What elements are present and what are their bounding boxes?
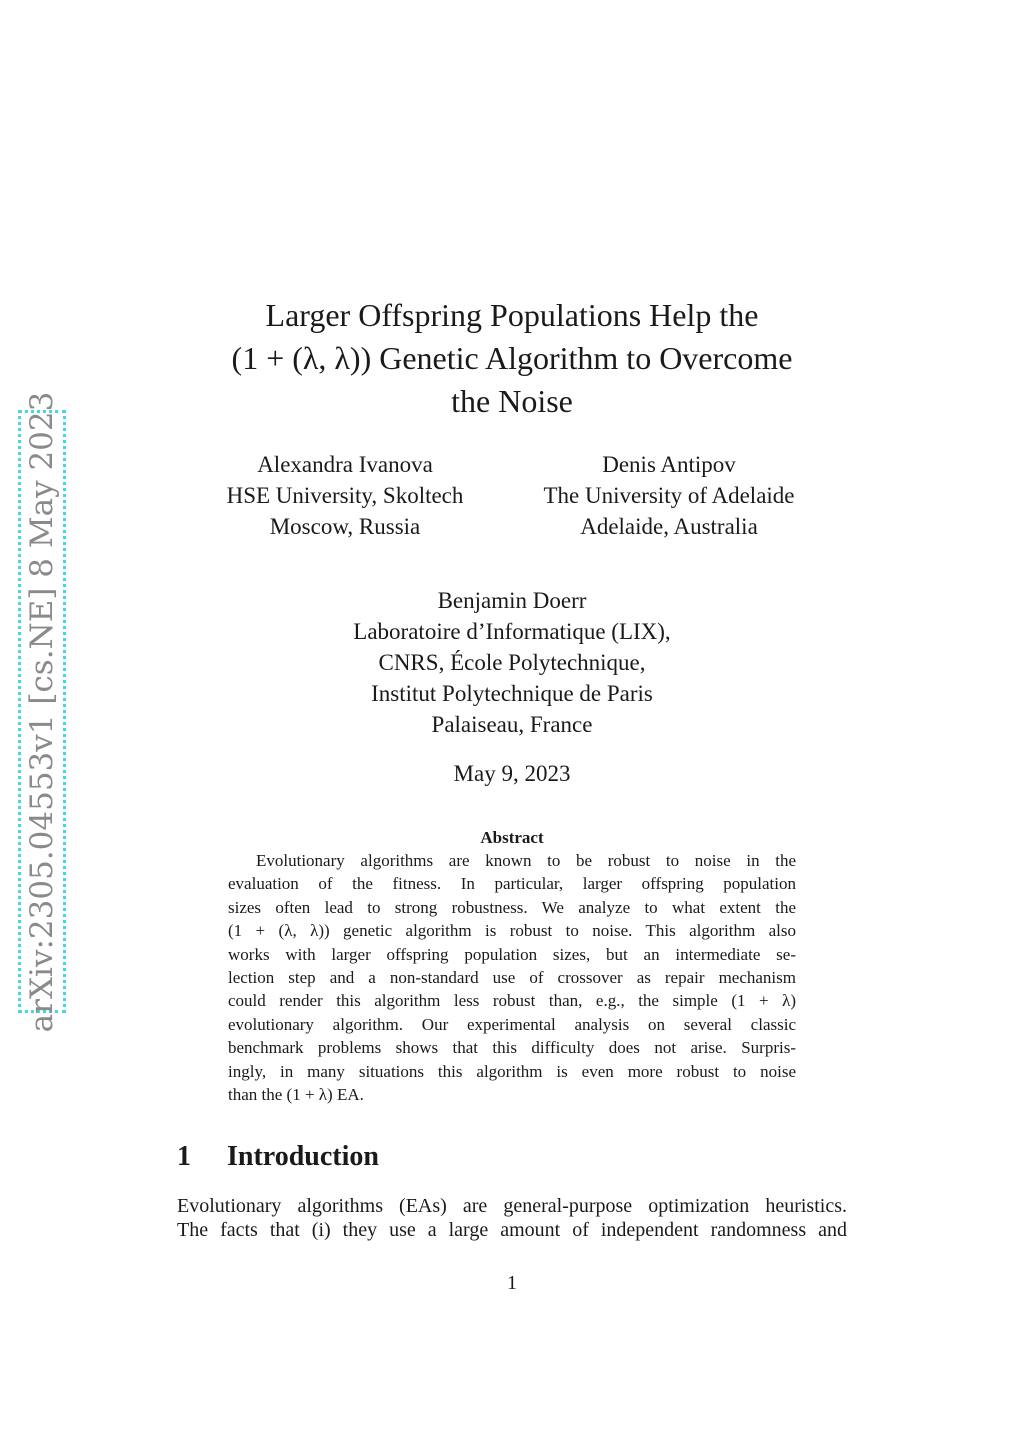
page-number: 1 bbox=[507, 1272, 517, 1294]
abstract-line: sizes often lead to strong robustness. We analyze to what extent the bbox=[228, 897, 796, 917]
abstract-line: works with larger offspring population sizes, but an intermediate se- bbox=[228, 944, 796, 964]
abstract-heading: Abstract bbox=[480, 828, 544, 847]
author-name: Benjamin Doerr bbox=[437, 588, 587, 613]
title-line: Larger Offspring Populations Help the bbox=[265, 297, 759, 333]
author-antipov bbox=[510, 449, 828, 542]
author-affiliation: HSE University, Skoltech bbox=[226, 483, 464, 508]
abstract-line: than the (1 + λ) EA. bbox=[228, 1085, 364, 1105]
author-doerr bbox=[262, 585, 762, 740]
section-heading bbox=[177, 1140, 379, 1174]
introduction-paragraph bbox=[177, 1194, 847, 1242]
abstract-line: could render this algorithm less robust than, e.g., the simple (1 + λ) bbox=[228, 991, 796, 1011]
abstract-line: Evolutionary algorithms are known to be robust to noise in the bbox=[256, 851, 796, 870]
abstract-body bbox=[228, 849, 796, 1106]
abstract-line: lection step and a non-standard use of crossover as repair mechanism bbox=[228, 968, 796, 988]
paper-date: May 9, 2023 bbox=[453, 761, 571, 786]
author-location: Palaiseau, France bbox=[431, 712, 593, 737]
author-affiliation: The University of Adelaide bbox=[543, 483, 795, 508]
arxiv-stamp bbox=[18, 391, 66, 1032]
author-affiliation: CNRS, École Polytechnique, bbox=[378, 650, 646, 675]
title-line: the Noise bbox=[451, 383, 573, 419]
author-affiliation: Institut Polytechnique de Paris bbox=[371, 681, 653, 706]
abstract-line: (1 + (λ, λ)) genetic algorithm is robust to noise. This algorithm also bbox=[228, 921, 796, 941]
abstract-line: benchmark problems shows that this difficulty does not arise. Surpris- bbox=[228, 1038, 796, 1058]
section-number: 1 bbox=[177, 1141, 191, 1172]
author-ivanova bbox=[195, 449, 495, 542]
arxiv-identifier[interactable]: arXiv:2305.04553v1 [cs.NE] 8 May 2023 bbox=[24, 391, 60, 1032]
paragraph-line: The facts that (i) they use a large amount of independent randomness and bbox=[177, 1219, 847, 1241]
title-line: (1 + (λ, λ)) Genetic Algorithm to Overcome bbox=[231, 340, 793, 376]
author-name: Alexandra Ivanova bbox=[257, 452, 433, 477]
author-location: Adelaide, Australia bbox=[580, 514, 758, 539]
paper-title bbox=[0, 294, 1024, 423]
author-location: Moscow, Russia bbox=[269, 514, 421, 539]
section-title: Introduction bbox=[227, 1141, 379, 1172]
author-affiliation: Laboratoire d’Informatique (LIX), bbox=[353, 619, 671, 644]
author-name: Denis Antipov bbox=[602, 452, 736, 477]
abstract-line: evaluation of the fitness. In particular, larger offspring population bbox=[228, 874, 796, 894]
abstract-line: ingly, in many situations this algorithm is even more robust to noise bbox=[228, 1061, 796, 1081]
paragraph-line: Evolutionary algorithms (EAs) are general-purpose optimization heuristics. bbox=[177, 1195, 847, 1217]
abstract-line: evolutionary algorithm. Our experimental analysis on several classic bbox=[228, 1014, 796, 1034]
